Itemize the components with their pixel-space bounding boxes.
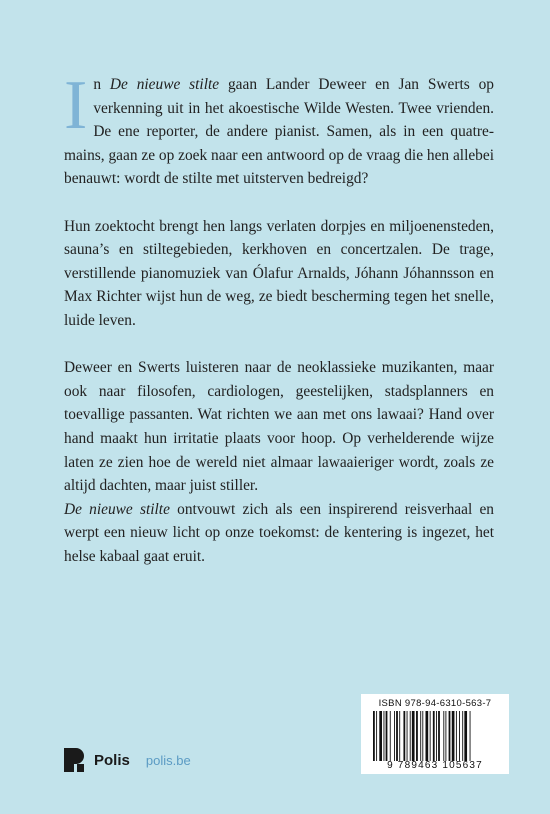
isbn-label: ISBN 978-94-6310-563-7	[378, 698, 492, 709]
barcode-bar	[399, 711, 400, 761]
barcode-bar	[443, 711, 444, 761]
blurb-paragraph-1	[64, 67, 495, 191]
barcode-bar	[430, 711, 431, 761]
polis-logo-icon	[64, 748, 84, 772]
drop-cap: I	[64, 67, 88, 144]
barcode-bar	[420, 711, 421, 761]
barcode-bar	[410, 711, 411, 761]
publisher-url: polis.be	[145, 752, 191, 768]
publisher-name: Polis	[94, 751, 130, 769]
barcode-bar	[384, 711, 385, 761]
blurb-paragraph-2: Hun zoektocht brengt hen langs verlaten dorpjes en miljoenensteden, sauna’s en stiltegebieden, kerkhoven en concertzalen. De trage, verstillende pianomuziek van Ólafur Arnalds, Jóhann Jóhannsson en Max Richter wijst hun de weg, ze biedt bescherming tegen het snelle, luide leven.	[64, 217, 494, 329]
barcode-bar	[412, 711, 415, 761]
barcode-bar	[462, 711, 463, 761]
barcode-bar	[464, 711, 467, 761]
barcode-bar	[386, 711, 388, 761]
barcode-bars	[373, 711, 503, 761]
barcode-digits: 9 789463 105637	[387, 760, 483, 771]
barcode-bar	[452, 711, 455, 761]
barcode-bar	[422, 711, 423, 761]
blurb-paragraph-4	[64, 498, 494, 569]
publisher-logo	[64, 748, 191, 772]
book-title-inline-2: De nieuwe stilte	[64, 500, 170, 518]
blurb-text	[64, 67, 495, 568]
barcode-bar	[390, 711, 391, 761]
barcode-bar	[459, 711, 460, 761]
barcode-bar	[403, 711, 405, 761]
barcode-bar	[433, 711, 435, 761]
barcode-bar	[416, 711, 418, 761]
barcode-bar	[394, 711, 395, 761]
barcode-bar	[456, 711, 457, 761]
barcode-bar	[436, 711, 437, 761]
barcode-bar	[379, 711, 382, 761]
barcode-bar	[396, 711, 398, 761]
barcode-bar	[376, 711, 377, 761]
barcode-bar	[407, 711, 408, 761]
barcode-bar	[445, 711, 446, 761]
barcode-bar	[449, 711, 451, 761]
barcode-bar	[426, 711, 429, 761]
barcode-bar	[470, 711, 471, 761]
book-title-inline: De nieuwe stilte	[109, 76, 220, 93]
isbn-barcode	[361, 694, 509, 774]
p1-body: gaan Lander Deweer en Jan Swerts op verkenning uit in het akoestische Wilde Westen. Twee vrienden. De ene reporter, de andere pianist. Samen, als in een quatre-mains, gaan ze op zoek naar een antwoord op de vraag die hen allebei benauwt: wordt de stilte met uitsterven bedreigd?	[64, 76, 495, 188]
p1-lead: n	[93, 76, 110, 93]
p4-body: ontvouwt zich als een inspirerend reisverhaal en werpt een nieuw licht op onze toekomst: de kentering is ingezet, het helse kabaal gaat eruit.	[64, 500, 494, 565]
barcode-bar	[373, 711, 375, 761]
blurb-paragraph-3: Deweer en Swerts luisteren naar de neoklassieke muzikanten, maar ook naar filosofen, cardiologen, geestelijken, stadsplanners en toevallige passanten. Wat richten we aan met ons lawaai? Hand over hand maakt hun irritatie plaats voor hoop. Op verhelderende wijze laten ze zien hoe de wereld niet almaar lawaaieriger wordt, zoals ze altijd dachten, maar juist stiller.	[64, 359, 494, 495]
barcode-bar	[438, 711, 440, 761]
